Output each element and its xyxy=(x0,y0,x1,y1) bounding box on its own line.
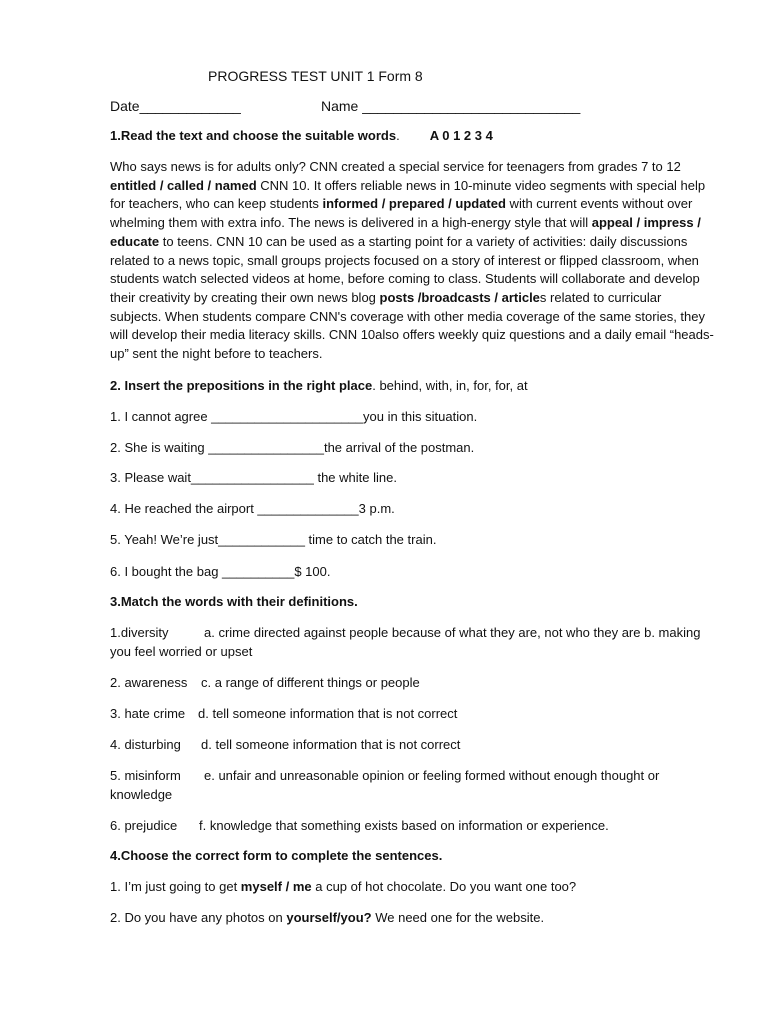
sentence-start: 2. Do you have any photos on xyxy=(110,910,287,925)
section4-heading: 4.Choose the correct form to complete the sentences. xyxy=(110,848,443,863)
list-item: 4. He reached the airport ______________3 p.m. xyxy=(110,501,395,516)
list-item: 1. I cannot agree _____________________you in this situation. xyxy=(110,409,478,424)
match-definition: d. tell someone information that is not correct xyxy=(198,706,458,721)
passage-part-1: Who says news is for adults only? CNN created a special service for teenagers from grades 7 to 12 xyxy=(110,159,681,174)
match-item xyxy=(110,705,715,724)
list-item: 3. Please wait_________________ the white line. xyxy=(110,470,397,485)
match-item xyxy=(110,767,715,804)
section1-heading xyxy=(110,127,715,146)
list-item xyxy=(110,878,715,897)
list-item: 6. I bought the bag __________$ 100. xyxy=(110,564,331,579)
match-item xyxy=(110,624,715,661)
match-term: 6. prejudice xyxy=(110,818,178,833)
list-item: 2. She is waiting ________________the arrival of the postman. xyxy=(110,440,475,455)
section2-heading xyxy=(110,377,715,396)
score-scale: A 0 1 2 3 4 xyxy=(429,128,493,143)
match-definition: f. knowledge that something exists based on information or experience. xyxy=(199,818,609,833)
match-definition: d. tell someone information that is not correct xyxy=(201,737,461,752)
pronoun-choice: yourself/you? xyxy=(286,910,372,925)
match-definition: e. unfair and unreasonable opinion or feeling formed without enough thought or knowledge xyxy=(110,768,660,802)
passage-part-4: to teens. CNN 10 can be used as a starting point for a variety of activities: daily discussions related to a news topic, small groups projects focused on a story of interest or flipped classroom, when students watch selected videos at home, before coming to class. Students will collaborate and develop their creativity by creating their own news blog xyxy=(110,233,700,305)
section1-heading-text: 1.Read the text and choose the suitable words xyxy=(110,128,397,143)
reading-passage xyxy=(110,158,715,364)
preposition-list: . behind, with, in, for, for, at xyxy=(372,378,528,393)
list-item xyxy=(110,909,715,928)
word-choice-4: posts /broadcasts / article xyxy=(379,289,540,305)
section3-heading: 3.Match the words with their definitions. xyxy=(110,594,358,609)
match-item xyxy=(110,817,715,836)
sentence-end: a cup of hot chocolate. Do you want one too? xyxy=(311,879,577,894)
passage-part-2: CNN 10. It offers reliable news in 10-minute video segments with special help for teachers, who can keep students xyxy=(110,177,706,212)
section1-heading-dot: . xyxy=(396,128,400,143)
match-item xyxy=(110,674,715,693)
list-item: 5. Yeah! We’re just____________ time to catch the train. xyxy=(110,532,437,547)
match-term: 2. awareness xyxy=(110,675,188,690)
match-term: 5. misinform xyxy=(110,768,181,783)
match-definition: c. a range of different things or people xyxy=(201,675,420,690)
word-choice-2: informed / prepared / updated xyxy=(322,196,506,212)
match-definition: a. crime directed against people because of what they are, not who they are b. making you feel worried or upset xyxy=(110,625,701,659)
sentence-end: We need one for the website. xyxy=(371,910,545,925)
pronoun-choice: myself / me xyxy=(240,879,312,894)
name-field: Name ____________________________ xyxy=(321,98,581,114)
match-term: 1.diversity xyxy=(110,625,169,640)
match-item xyxy=(110,736,715,755)
section2-heading-text: 2. Insert the prepositions in the right place xyxy=(110,378,373,393)
match-term: 4. disturbing xyxy=(110,737,181,752)
page-title: PROGRESS TEST UNIT 1 Form 8 xyxy=(208,68,423,84)
word-choice-3: appeal / impress / educate xyxy=(110,215,701,249)
match-term: 3. hate crime xyxy=(110,706,186,721)
passage-part-3: with current events without over whelming them with extra info. The news is delivered in a high-energy style that will xyxy=(110,196,693,231)
word-choice-1: entitled / called / named xyxy=(110,177,257,193)
passage-part-5: s related to curricular subjects. When students compare CNN's coverage with other media coverage of the same stories, they will develop their media literacy skills. CNN 10also offers weekly quiz questions and a daily email “heads-up” sent the night before to teachers. xyxy=(110,289,714,362)
date-field: Date_____________ xyxy=(110,98,241,114)
sentence-start: 1. I’m just going to get xyxy=(110,879,241,894)
